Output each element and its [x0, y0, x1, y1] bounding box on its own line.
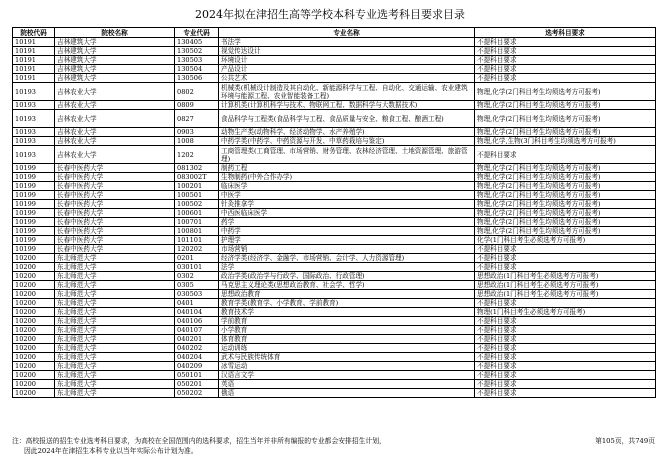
cell-requirement: 化学(1门科目考生必须选考方可报考) — [475, 236, 656, 245]
cell-major-code: 100501 — [175, 191, 219, 200]
table-row — [13, 209, 656, 218]
cell-school-code: 10199 — [13, 173, 55, 182]
cell-requirement: 物理,化学(2门科目考生均须选考方可报考) — [475, 110, 656, 128]
cell-school-code: 10200 — [13, 353, 55, 362]
cell-major-name: 中西医临床医学 — [219, 209, 475, 218]
cell-school-code: 10191 — [13, 56, 55, 65]
cell-major-name: 机械类(机械设计制造及其自动化、新能源科学与工程、自动化、交通运输、农业建筑环境与能源工程、农业智能装备工程) — [219, 83, 475, 101]
cell-school-name: 东北师范大学 — [55, 317, 175, 326]
table-row — [13, 191, 656, 200]
cell-major-code: 130504 — [175, 65, 219, 74]
cell-school-name: 长春中医药大学 — [55, 236, 175, 245]
cell-major-name: 产品设计 — [219, 65, 475, 74]
cell-major-code: 130502 — [175, 47, 219, 56]
cell-school-name: 长春中医药大学 — [55, 182, 175, 191]
cell-major-name: 经济学类(经济学、金融学、市场营销、会计学、人力资源管理) — [219, 254, 475, 263]
cell-school-code: 10200 — [13, 335, 55, 344]
cell-requirement: 物理,化学(2门科目考生均须选考方可报考) — [475, 218, 656, 227]
table-row — [13, 263, 656, 272]
table-row — [13, 65, 656, 74]
cell-requirement: 不提科目要求 — [475, 335, 656, 344]
cell-major-code: 040106 — [175, 317, 219, 326]
cell-school-name: 东北师范大学 — [55, 371, 175, 380]
cell-major-name: 体育教育 — [219, 335, 475, 344]
cell-school-name: 东北师范大学 — [55, 335, 175, 344]
header-major-name: 专业名称 — [219, 28, 475, 38]
cell-major-code: 030101 — [175, 263, 219, 272]
cell-major-code: 040107 — [175, 326, 219, 335]
cell-requirement: 不提科目要求 — [475, 254, 656, 263]
cell-major-name: 针灸推拿学 — [219, 200, 475, 209]
cell-school-code: 10191 — [13, 74, 55, 83]
cell-school-name: 东北师范大学 — [55, 263, 175, 272]
table-row — [13, 74, 656, 83]
cell-requirement: 思想政治(1门科目考生必须选考方可报考) — [475, 272, 656, 281]
cell-school-code: 10199 — [13, 236, 55, 245]
cell-major-code: 0903 — [175, 128, 219, 137]
cell-requirement: 不提科目要求 — [475, 47, 656, 56]
cell-school-name: 吉林农业大学 — [55, 137, 175, 146]
cell-major-code: 1202 — [175, 146, 219, 164]
cell-major-code: 100801 — [175, 227, 219, 236]
cell-school-code: 10200 — [13, 281, 55, 290]
footnote-line-1: 注：高校报送的招生专业选考科目要求，为高校在全国范围内的选科要求，招生当年并非所有编报的专业都会安排招生计划， — [12, 437, 386, 445]
cell-school-name: 吉林农业大学 — [55, 146, 175, 164]
cell-requirement: 物理(1门科目考生必须选考方可报考) — [475, 308, 656, 317]
table-row — [13, 335, 656, 344]
cell-major-name: 生物制药(中外合作办学) — [219, 173, 475, 182]
cell-major-name: 小学教育 — [219, 326, 475, 335]
cell-major-name: 环境设计 — [219, 56, 475, 65]
cell-major-code: 040201 — [175, 335, 219, 344]
cell-requirement: 物理,化学(2门科目考生均须选考方可报考) — [475, 128, 656, 137]
cell-requirement: 不提科目要求 — [475, 317, 656, 326]
cell-major-code: 130506 — [175, 74, 219, 83]
cell-major-name: 冰雪运动 — [219, 362, 475, 371]
cell-school-name: 长春中医药大学 — [55, 227, 175, 236]
cell-requirement: 不提科目要求 — [475, 245, 656, 254]
cell-school-code: 10193 — [13, 101, 55, 110]
cell-school-name: 东北师范大学 — [55, 290, 175, 299]
table-row — [13, 83, 656, 101]
cell-school-name: 东北师范大学 — [55, 389, 175, 398]
cell-school-code: 10199 — [13, 200, 55, 209]
cell-major-code: 130503 — [175, 56, 219, 65]
cell-major-name: 法学 — [219, 263, 475, 272]
cell-major-code: 120202 — [175, 245, 219, 254]
cell-requirement: 不提科目要求 — [475, 326, 656, 335]
cell-school-name: 吉林建筑大学 — [55, 38, 175, 47]
cell-major-name: 中医学 — [219, 191, 475, 200]
cell-school-code: 10200 — [13, 254, 55, 263]
cell-major-code: 0809 — [175, 101, 219, 110]
cell-major-code: 100201 — [175, 182, 219, 191]
cell-school-code: 10193 — [13, 128, 55, 137]
cell-school-code: 10199 — [13, 164, 55, 173]
header-major-code: 专业代码 — [175, 28, 219, 38]
cell-requirement: 物理,化学(2门科目考生均须选考方可报考) — [475, 182, 656, 191]
cell-school-name: 东北师范大学 — [55, 308, 175, 317]
header-requirement: 选考科目要求 — [475, 28, 656, 38]
cell-requirement: 不提科目要求 — [475, 353, 656, 362]
cell-school-name: 长春中医药大学 — [55, 164, 175, 173]
cell-requirement: 不提科目要求 — [475, 38, 656, 47]
table-row — [13, 164, 656, 173]
page-indicator: 第105页，共749页 — [595, 437, 655, 445]
cell-major-name: 马克思主义理论类(思想政治教育、社会学、哲学) — [219, 281, 475, 290]
table-row — [13, 146, 656, 164]
cell-requirement: 物理,化学(2门科目考生均须选考方可报考) — [475, 83, 656, 101]
table-row — [13, 362, 656, 371]
table-row — [13, 110, 656, 128]
cell-school-code: 10200 — [13, 263, 55, 272]
cell-major-code: 0401 — [175, 299, 219, 308]
cell-school-name: 吉林农业大学 — [55, 101, 175, 110]
cell-school-code: 10199 — [13, 245, 55, 254]
cell-school-code: 10199 — [13, 182, 55, 191]
cell-major-name: 汉语言文学 — [219, 371, 475, 380]
table-row — [13, 389, 656, 398]
requirements-table — [12, 27, 656, 398]
cell-major-name: 思想政治教育 — [219, 290, 475, 299]
cell-requirement: 不提科目要求 — [475, 74, 656, 83]
cell-major-name: 中药学类(中药学、中药资源与开发、中草药栽培与鉴定) — [219, 137, 475, 146]
cell-school-code: 10193 — [13, 137, 55, 146]
cell-school-code: 10200 — [13, 326, 55, 335]
cell-major-code: 101101 — [175, 236, 219, 245]
cell-requirement: 不提科目要求 — [475, 344, 656, 353]
cell-major-code: 040204 — [175, 353, 219, 362]
cell-school-name: 长春中医药大学 — [55, 209, 175, 218]
cell-major-name: 市场营销 — [219, 245, 475, 254]
cell-major-name: 制药工程 — [219, 164, 475, 173]
cell-school-code: 10199 — [13, 191, 55, 200]
cell-school-name: 吉林农业大学 — [55, 128, 175, 137]
cell-school-name: 吉林建筑大学 — [55, 65, 175, 74]
cell-major-code: 100701 — [175, 218, 219, 227]
cell-school-code: 10199 — [13, 209, 55, 218]
cell-school-code: 10193 — [13, 110, 55, 128]
cell-school-code: 10191 — [13, 65, 55, 74]
table-row — [13, 371, 656, 380]
cell-school-name: 东北师范大学 — [55, 281, 175, 290]
cell-major-code: 040104 — [175, 308, 219, 317]
cell-major-name: 工商管理类(工商管理、市场营销、财务管理、农林经济管理、土地资源管理、旅游管理) — [219, 146, 475, 164]
cell-major-code: 0201 — [175, 254, 219, 263]
cell-school-name: 东北师范大学 — [55, 362, 175, 371]
cell-major-name: 教育学类(教育学、小学教育、学前教育) — [219, 299, 475, 308]
cell-school-name: 东北师范大学 — [55, 344, 175, 353]
cell-school-code: 10199 — [13, 218, 55, 227]
header-school-name: 院校名称 — [55, 28, 175, 38]
table-row — [13, 200, 656, 209]
cell-major-code: 100502 — [175, 200, 219, 209]
cell-major-name: 护理学 — [219, 236, 475, 245]
cell-major-name: 中药学 — [219, 227, 475, 236]
table-row — [13, 218, 656, 227]
table-row — [13, 101, 656, 110]
table-row — [13, 290, 656, 299]
cell-major-name: 教育技术学 — [219, 308, 475, 317]
document-title: 2024年拟在津招生高等学校本科专业选考科目要求目录 — [195, 8, 465, 21]
cell-school-code: 10200 — [13, 371, 55, 380]
table-row — [13, 344, 656, 353]
cell-major-code: 1008 — [175, 137, 219, 146]
cell-school-code: 10200 — [13, 272, 55, 281]
footnote-line-2: 因此2024年在津招生本科专业以当年实际公布计划为准。 — [24, 447, 198, 455]
table-row — [13, 182, 656, 191]
table-row — [13, 128, 656, 137]
cell-requirement: 思想政治(1门科目考生必须选考方可报考) — [475, 290, 656, 299]
cell-major-code: 040202 — [175, 344, 219, 353]
cell-school-code: 10200 — [13, 389, 55, 398]
cell-major-name: 政治学类(政治学与行政学、国际政治、行政管理) — [219, 272, 475, 281]
cell-requirement: 物理,化学(2门科目考生均须选考方可报考) — [475, 101, 656, 110]
cell-requirement: 不提科目要求 — [475, 299, 656, 308]
cell-school-code: 10200 — [13, 290, 55, 299]
cell-school-name: 吉林农业大学 — [55, 83, 175, 101]
cell-major-code: 130405 — [175, 38, 219, 47]
header-school-code: 院校代码 — [13, 28, 55, 38]
cell-school-name: 东北师范大学 — [55, 272, 175, 281]
cell-requirement: 物理,化学(2门科目考生均须选考方可报考) — [475, 200, 656, 209]
cell-requirement: 不提科目要求 — [475, 389, 656, 398]
cell-requirement: 物理,化学(2门科目考生均须选考方可报考) — [475, 227, 656, 236]
cell-major-code: 0305 — [175, 281, 219, 290]
table-row — [13, 326, 656, 335]
cell-requirement: 物理,化学(2门科目考生均须选考方可报考) — [475, 191, 656, 200]
table-row — [13, 227, 656, 236]
table-row — [13, 308, 656, 317]
cell-major-code: 0302 — [175, 272, 219, 281]
cell-school-code: 10200 — [13, 299, 55, 308]
cell-school-code: 10193 — [13, 146, 55, 164]
cell-school-code: 10200 — [13, 380, 55, 389]
cell-requirement: 不提科目要求 — [475, 56, 656, 65]
cell-requirement: 不提科目要求 — [475, 371, 656, 380]
cell-school-name: 吉林建筑大学 — [55, 56, 175, 65]
cell-major-code: 050101 — [175, 371, 219, 380]
table-row — [13, 254, 656, 263]
cell-requirement: 不提科目要求 — [475, 65, 656, 74]
table-row — [13, 245, 656, 254]
cell-major-name: 药学 — [219, 218, 475, 227]
cell-requirement: 物理,化学,生物(3门科目考生均须选考方可报考) — [475, 137, 656, 146]
cell-requirement: 不提科目要求 — [475, 380, 656, 389]
table-row — [13, 137, 656, 146]
cell-major-code: 083002T — [175, 173, 219, 182]
cell-requirement: 不提科目要求 — [475, 263, 656, 272]
cell-major-name: 书法学 — [219, 38, 475, 47]
cell-major-code: 0802 — [175, 83, 219, 101]
table-row — [13, 38, 656, 47]
cell-school-name: 东北师范大学 — [55, 326, 175, 335]
cell-school-name: 东北师范大学 — [55, 254, 175, 263]
cell-major-name: 武术与民族传统体育 — [219, 353, 475, 362]
table-row — [13, 272, 656, 281]
cell-school-code: 10191 — [13, 47, 55, 56]
cell-school-code: 10200 — [13, 362, 55, 371]
cell-major-code: 030503 — [175, 290, 219, 299]
cell-school-name: 长春中医药大学 — [55, 191, 175, 200]
table-row — [13, 317, 656, 326]
cell-school-name: 长春中医药大学 — [55, 200, 175, 209]
cell-school-name: 吉林建筑大学 — [55, 74, 175, 83]
table-header-row — [13, 28, 656, 38]
table-body — [13, 38, 656, 398]
cell-school-name: 长春中医药大学 — [55, 173, 175, 182]
cell-major-code: 050201 — [175, 380, 219, 389]
cell-major-name: 学前教育 — [219, 317, 475, 326]
table-row — [13, 281, 656, 290]
cell-major-name: 食品科学与工程类(食品科学与工程、食品质量与安全、粮食工程、酿酒工程) — [219, 110, 475, 128]
cell-major-code: 040209 — [175, 362, 219, 371]
cell-major-code: 100601 — [175, 209, 219, 218]
cell-requirement: 不提科目要求 — [475, 362, 656, 371]
cell-major-code: 050202 — [175, 389, 219, 398]
table-row — [13, 299, 656, 308]
cell-major-name: 临床医学 — [219, 182, 475, 191]
table-row — [13, 47, 656, 56]
cell-school-name: 吉林建筑大学 — [55, 47, 175, 56]
cell-requirement: 思想政治(1门科目考生必须选考方可报考) — [475, 281, 656, 290]
cell-school-code: 10200 — [13, 344, 55, 353]
cell-requirement: 物理,化学(2门科目考生均须选考方可报考) — [475, 209, 656, 218]
cell-major-code: 081302 — [175, 164, 219, 173]
cell-school-name: 东北师范大学 — [55, 380, 175, 389]
cell-school-code: 10193 — [13, 83, 55, 101]
table-row — [13, 56, 656, 65]
cell-school-name: 长春中医药大学 — [55, 218, 175, 227]
table-row — [13, 173, 656, 182]
cell-school-code: 10200 — [13, 317, 55, 326]
cell-major-name: 俄语 — [219, 389, 475, 398]
cell-school-code: 10200 — [13, 308, 55, 317]
cell-school-name: 吉林农业大学 — [55, 110, 175, 128]
cell-requirement: 物理,化学(2门科目考生均须选考方可报考) — [475, 164, 656, 173]
table-row — [13, 380, 656, 389]
cell-school-name: 长春中医药大学 — [55, 245, 175, 254]
cell-school-code: 10191 — [13, 38, 55, 47]
cell-school-name: 东北师范大学 — [55, 299, 175, 308]
cell-requirement: 物理,化学(2门科目考生均须选考方可报考) — [475, 173, 656, 182]
cell-school-code: 10199 — [13, 227, 55, 236]
table-row — [13, 353, 656, 362]
cell-major-name: 公共艺术 — [219, 74, 475, 83]
cell-major-name: 动物生产类(动物科学、经济动物学、水产养殖学) — [219, 128, 475, 137]
cell-major-code: 0827 — [175, 110, 219, 128]
cell-major-name: 运动训练 — [219, 344, 475, 353]
cell-major-name: 计算机类(计算机科学与技术、物联网工程、数据科学与大数据技术) — [219, 101, 475, 110]
table-row — [13, 236, 656, 245]
cell-major-name: 视觉传达设计 — [219, 47, 475, 56]
cell-requirement: 不提科目要求 — [475, 146, 656, 164]
cell-major-name: 英语 — [219, 380, 475, 389]
cell-school-name: 东北师范大学 — [55, 353, 175, 362]
